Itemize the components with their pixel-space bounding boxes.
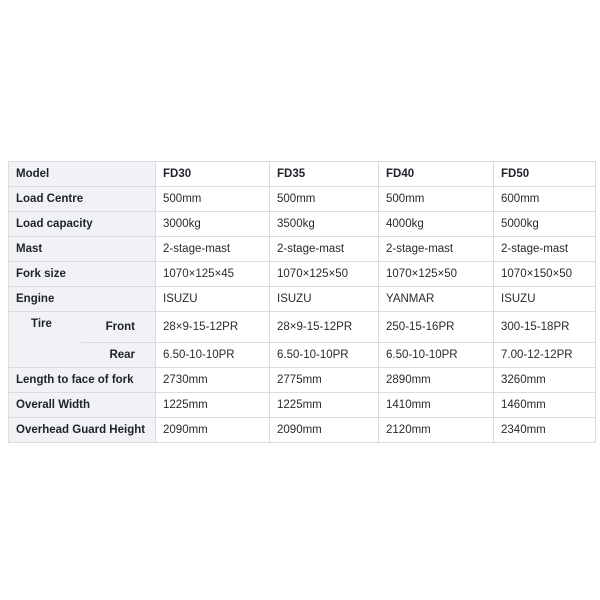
table-cell: 2-stage-mast — [156, 237, 270, 262]
table-cell: 500mm — [379, 187, 494, 212]
table-cell: ISUZU — [156, 287, 270, 312]
model-cell: FD30 — [156, 162, 270, 187]
table-cell: 1070×125×50 — [379, 262, 494, 287]
table-cell: 1070×125×50 — [270, 262, 379, 287]
table-cell: 2340mm — [494, 417, 596, 442]
spec-table — [8, 161, 596, 443]
table-cell: 1225mm — [156, 392, 270, 417]
table-row — [9, 187, 596, 212]
table-cell: 6.50-10-10PR — [156, 342, 270, 367]
table-cell: 250-15-16PR — [379, 312, 494, 343]
table-header-row — [9, 162, 596, 187]
table-row — [9, 392, 596, 417]
table-row-tire-front — [9, 312, 596, 343]
table-cell: 5000kg — [494, 212, 596, 237]
table-cell: 2775mm — [270, 367, 379, 392]
table-cell: 2120mm — [379, 417, 494, 442]
table-cell: 1410mm — [379, 392, 494, 417]
table-cell: 1225mm — [270, 392, 379, 417]
table-cell: 28×9-15-12PR — [156, 312, 270, 343]
table-cell: 3500kg — [270, 212, 379, 237]
row-sublabel-front: Front — [81, 312, 156, 343]
table-row — [9, 287, 596, 312]
table-cell: 300-15-18PR — [494, 312, 596, 343]
table-cell: 2090mm — [156, 417, 270, 442]
table-cell: 2-stage-mast — [494, 237, 596, 262]
row-label: Fork size — [9, 262, 156, 287]
table-row — [9, 262, 596, 287]
table-cell: 3260mm — [494, 367, 596, 392]
table-cell: 6.50-10-10PR — [270, 342, 379, 367]
table-cell: 2090mm — [270, 417, 379, 442]
model-cell: FD40 — [379, 162, 494, 187]
table-cell: 500mm — [270, 187, 379, 212]
row-label: Load Centre — [9, 187, 156, 212]
table-row — [9, 417, 596, 442]
table-cell: ISUZU — [494, 287, 596, 312]
row-label: Overhead Guard Height — [9, 417, 156, 442]
table-row — [9, 212, 596, 237]
table-row — [9, 367, 596, 392]
table-cell: 4000kg — [379, 212, 494, 237]
table-cell: 7.00-12-12PR — [494, 342, 596, 367]
table-cell: YANMAR — [379, 287, 494, 312]
row-label-tire: Tire — [9, 312, 81, 343]
table-row-tire-rear — [9, 342, 596, 367]
row-label: Mast — [9, 237, 156, 262]
model-cell: FD50 — [494, 162, 596, 187]
table-cell: 1070×125×45 — [156, 262, 270, 287]
row-sublabel-rear: Rear — [81, 342, 156, 367]
row-label: Length to face of fork — [9, 367, 156, 392]
table-cell: 2730mm — [156, 367, 270, 392]
table-cell: 2-stage-mast — [270, 237, 379, 262]
table-cell: 28×9-15-12PR — [270, 312, 379, 343]
table-cell: 600mm — [494, 187, 596, 212]
row-label: Engine — [9, 287, 156, 312]
row-label: Load capacity — [9, 212, 156, 237]
row-label: Model — [9, 162, 156, 187]
table-cell: 1070×150×50 — [494, 262, 596, 287]
table-cell: 6.50-10-10PR — [379, 342, 494, 367]
table-cell: 2-stage-mast — [379, 237, 494, 262]
table-cell: 3000kg — [156, 212, 270, 237]
row-label: Overall Width — [9, 392, 156, 417]
table-cell: 2890mm — [379, 367, 494, 392]
table-row — [9, 237, 596, 262]
table-cell: 1460mm — [494, 392, 596, 417]
table-cell: 500mm — [156, 187, 270, 212]
row-label-tire-blank — [9, 342, 81, 367]
model-cell: FD35 — [270, 162, 379, 187]
table-cell: ISUZU — [270, 287, 379, 312]
